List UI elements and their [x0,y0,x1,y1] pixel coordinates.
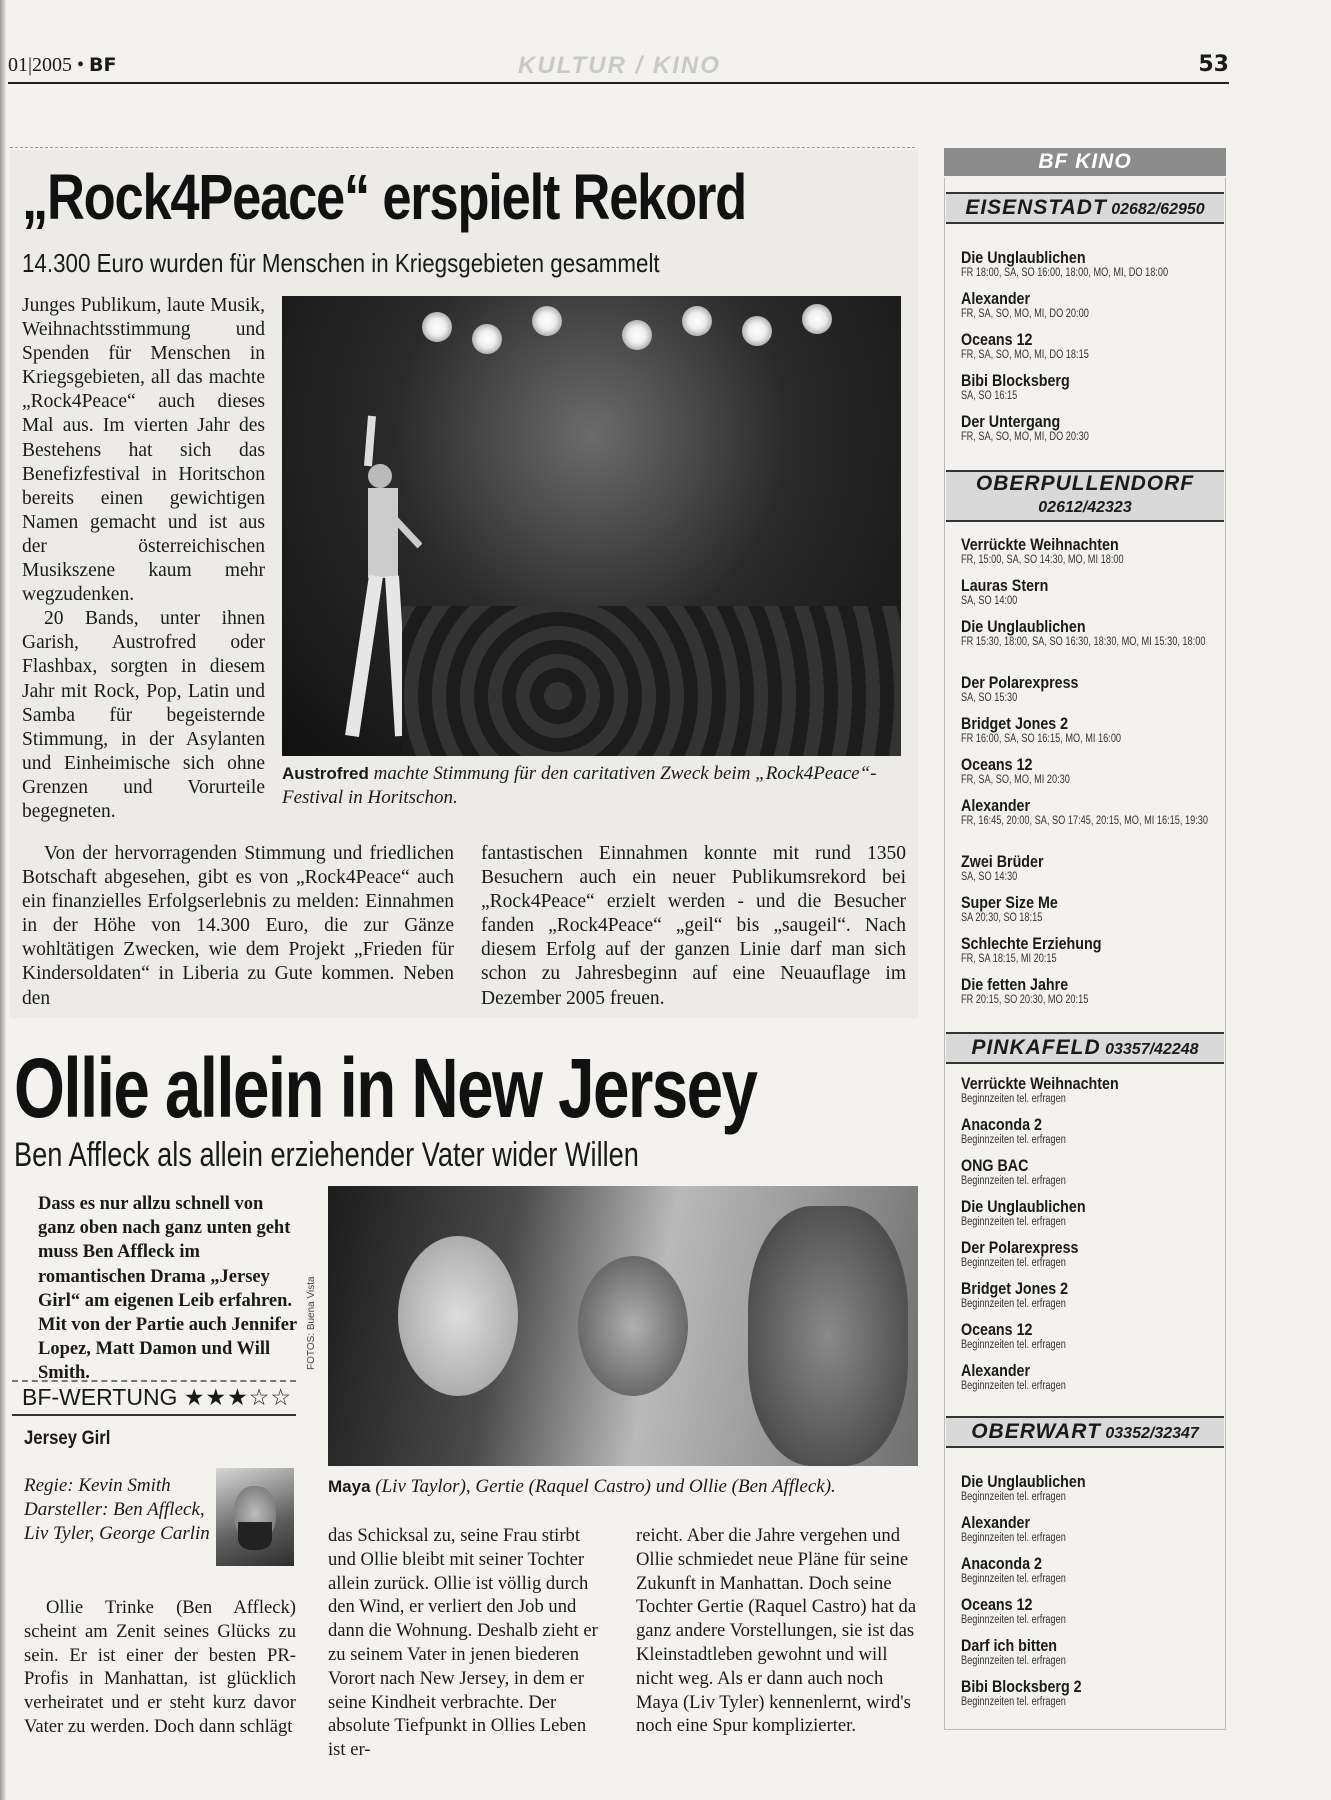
film-credits [24,1474,214,1546]
movie-times: Beginnzeiten tel. erfragen [961,1093,1066,1105]
page-header [8,50,1229,84]
movie-times: FR, SA, SO, MO, MI, DO 18:15 [961,349,1089,361]
movie-listing [961,1554,1219,1586]
cinema-header [946,1416,1224,1448]
movie-times: Beginnzeiten tel. erfragen [961,1696,1066,1708]
cinema-header [946,192,1224,224]
photo-credit: FOTOS: Buena Vista [306,1276,317,1370]
movie-times: FR, SA 18:15, MI 20:15 [961,953,1057,965]
movie-listing [961,852,1219,884]
rating-stars-icon: ★★★☆☆ [183,1384,292,1410]
cinema-name: OBERWART [971,1420,1101,1443]
movie-title: Bibi Blocksberg 2 [961,1677,1082,1696]
stage-light-icon [742,316,772,346]
stage-light-icon [422,312,452,342]
stage-light-icon [682,306,712,336]
movie-listing [961,893,1219,925]
movie-times: SA, SO 14:30 [961,871,1018,883]
cinema-phone: 02682/62950 [1111,201,1205,218]
credit-line: Darsteller: Ben Affleck, Liv Tyler, George Carlin [24,1499,210,1544]
movie-listing [961,755,1219,787]
beard-shape [238,1522,272,1550]
movie-times: Beginnzeiten tel. erfragen [961,1298,1066,1310]
brand-logo: BF [89,54,117,76]
movie-times: Beginnzeiten tel. erfragen [961,1491,1066,1503]
movie-times: FR, SA, SO, MO, MI, DO 20:30 [961,431,1089,443]
movie-times: SA, SO 15:30 [961,692,1018,704]
movie-listing [961,412,1219,444]
movie-listing [961,1197,1219,1229]
cinema-header [946,470,1224,522]
paragraph: Von der hervorragenden Stimmung und friedlichen Botschaft abgesehen, gibt es von „Rock4Peace“ auch ein finanzielles Erfolgserlebnis zu melden: Einnahmen in der Höhe von 14.300 Euro, die zur Gänze wohltätigen Zwecken, wie dem Projekt „Frieden für Kindersoldaten“ in Liberia zu Gute kommen. Neben den [22,843,454,1009]
article-subhead: Ben Affleck als allein erziehender Vater wider Willen [14,1136,639,1174]
article-column [328,1524,606,1762]
cinema-phone: 03352/32347 [1105,1425,1199,1442]
cinema-name: EISENSTADT [965,196,1107,219]
movie-times: Beginnzeiten tel. erfragen [961,1216,1066,1228]
movie-times: SA 20:30, SO 18:15 [961,912,1043,924]
movie-listing [961,289,1219,321]
movie-listing [961,714,1219,746]
movie-times: Beginnzeiten tel. erfragen [961,1339,1066,1351]
issue-label [8,54,117,77]
movie-listing [961,1677,1219,1709]
movie-title: Verrückte Weihnachten [961,535,1119,554]
header-bullet: • [77,54,85,76]
paragraph: Junges Publikum, laute Musik, Weihnachtsstimmung und Spenden für Menschen in Kriegsgebieten, all das machte „Rock4Peace“ auch dieses Mal aus. Im vierten Jahr des Bestehens hat sich das Benefizfestival in Horitschon bereits einen gewichtigen Namen gemacht und ist aus der österreichischen Musikszene kaum mehr wegzudenken. [22,295,265,606]
movie-listing [961,1279,1219,1311]
stage-light-icon [532,306,562,336]
movie-times: SA, SO 16:15 [961,390,1018,402]
rating-label: BF-WERTUNG [22,1384,178,1410]
section-label: KULTUR / KINO [518,52,721,79]
movie-listing [961,576,1219,608]
article-headline: Ollie allein in New Jersey [14,1041,757,1135]
stage-light-icon [472,324,502,354]
movie-times: SA, SO 14:00 [961,595,1018,607]
article-headline: „Rock4Peace“ erspielt Rekord [22,161,746,233]
movie-times: Beginnzeiten tel. erfragen [961,1655,1066,1667]
movie-listing [961,1238,1219,1270]
movie-times: FR 15:30, 18:00, SA, SO 16:30, 18:30, MO, MI 15:30, 18:00 [961,636,1206,648]
movie-listing [961,617,1219,649]
cinema-phone: 03357/42248 [1105,1041,1199,1058]
movie-title: Anaconda 2 [961,1115,1042,1134]
caption-name: Austrofred [282,764,369,783]
movie-times: FR 20:15, SO 20:30, MO 20:15 [961,994,1089,1006]
movie-listing [961,1595,1219,1627]
movie-listing [961,1513,1219,1545]
movie-title: Oceans 12 [961,330,1033,349]
movie-times: Beginnzeiten tel. erfragen [961,1614,1066,1626]
credit-line: Regie: Kevin Smith [24,1475,171,1496]
movie-listing [961,535,1219,567]
cinema-phone: 02612/42323 [1038,499,1132,516]
cinema-name: PINKAFELD [971,1036,1101,1059]
divider [12,1414,296,1416]
rating-box [22,1384,292,1411]
cinema-header [946,1032,1224,1064]
film-still-photo [328,1186,918,1466]
movie-times: Beginnzeiten tel. erfragen [961,1532,1066,1544]
movie-listing [961,371,1219,403]
movie-title: Die Unglaublichen [961,248,1086,267]
movie-listing [961,248,1219,280]
article-column [636,1524,918,1738]
article-column [22,294,265,824]
movie-title: Alexander [961,1361,1031,1380]
article-column [24,1596,296,1739]
paragraph: fantastischen Einnahmen konnte mit rund 1350 Besuchern auch ein neuer Publikumsrekord bei „Rock4Peace“ erzielt werden - und die Besucher fanden „Rock4Peace“ „geil“ bis „saugeil“. Nach diesem Erfolg auf der ganzen Linie darf man sich schon zu Jahresbeginn auf eine Neuauflage im Dezember 2005 freuen. [481,843,906,1009]
stage-light-icon [622,320,652,350]
movie-listing [961,1156,1219,1188]
movie-title: Lauras Stern [961,576,1049,595]
movie-title: Bibi Blocksberg [961,371,1070,390]
sidebar-title: BF KINO [944,148,1226,176]
actor-figure [578,1256,688,1396]
movie-listing [961,1074,1219,1106]
actor-figure [748,1206,908,1466]
movie-times: Beginnzeiten tel. erfragen [961,1380,1066,1392]
divider [10,147,915,148]
movie-times: Beginnzeiten tel. erfragen [961,1175,1066,1187]
movie-title: Alexander [961,1513,1031,1532]
photo-caption [282,762,902,810]
movie-title: Bridget Jones 2 [961,714,1069,733]
movie-title: Verrückte Weihnachten [961,1074,1119,1093]
movie-times: Beginnzeiten tel. erfragen [961,1134,1066,1146]
movie-listing [961,330,1219,362]
movie-listing [961,1361,1219,1393]
actor-figure [398,1236,518,1396]
caption-name: Maya [328,1477,371,1496]
article-subhead: 14.300 Euro wurden für Menschen in Kriegsgebieten gesammelt [22,248,660,278]
movie-listing [961,1472,1219,1504]
concert-photo [282,296,901,756]
director-portrait [216,1468,294,1566]
movie-title: Die Unglaublichen [961,1472,1086,1491]
movie-times: FR, 15:00, SA, SO 14:30, MO, MI 18:00 [961,554,1124,566]
article-lead: Dass es nur allzu schnell von ganz oben nach ganz unten geht muss Ben Affleck im romantischen Drama „Jersey Girl“ am eigenen Leib erfahren. Mit von der Partie auch Jennifer Lopez, Matt Damon und Will Smith. [38,1194,297,1384]
article-column [481,842,906,1011]
movie-title: Bridget Jones 2 [961,1279,1069,1298]
caption-text: (Liv Taylor), Gertie (Raquel Castro) und Ollie (Ben Affleck). [370,1476,836,1497]
stage-light-icon [802,304,832,334]
movie-listing [961,975,1219,1007]
article-column [22,842,454,1011]
movie-title: Oceans 12 [961,755,1033,774]
movie-listing [961,1636,1219,1668]
film-title: Jersey Girl [24,1428,111,1449]
movie-listing [961,1115,1219,1147]
page-number: 53 [1198,52,1229,77]
movie-title: Alexander [961,289,1031,308]
movie-title: Der Polarexpress [961,673,1079,692]
divider [12,1380,296,1382]
movie-listing [961,796,1219,828]
movie-title: Schlechte Erziehung [961,934,1102,953]
movie-times: FR 18:00, SA, SO 16:00, 18:00, MO, MI, DO 18:00 [961,267,1169,279]
movie-title: Anaconda 2 [961,1554,1042,1573]
movie-title: Zwei Brüder [961,852,1044,871]
movie-title: Die fetten Jahre [961,975,1069,994]
paragraph: das Schicksal zu, seine Frau stirbt und Ollie bleibt mit seiner Tochter allein zurück. Ollie ist völlig durch den Wind, er verliert den Job und dann die Wohnung. Deshalb zieht er zu seinem Vater in jenen biederen Vorort nach New Jersey, in dem er seine Kindheit verbrachte. Der absolute Tiefpunkt in Ollies Leben ist er- [328,1525,598,1761]
paragraph: Ollie Trinke (Ben Affleck) scheint am Zenit seines Glücks zu sein. Er ist einer der besten PR-Profis in Manhattan, ist glücklich verheiratet und er steht kurz davor Vater zu werden. Doch dann schlägt [24,1597,296,1737]
movie-title: Super Size Me [961,893,1058,912]
movie-title: Oceans 12 [961,1595,1033,1614]
movie-times: FR, SA, SO, MO, MI, DO 20:00 [961,308,1089,320]
audience [402,606,901,756]
movie-title: Darf ich bitten [961,1636,1058,1655]
photo-caption [328,1476,918,1498]
movie-title: Alexander [961,796,1031,815]
movie-times: FR 16:00, SA, SO 16:15, MO, MI 16:00 [961,733,1122,745]
movie-times: FR, 16:45, 20:00, SA, SO 17:45, 20:15, MO, MI 16:15, 19:30 [961,815,1209,827]
movie-title: Der Polarexpress [961,1238,1079,1257]
movie-times: Beginnzeiten tel. erfragen [961,1257,1066,1269]
movie-times: Beginnzeiten tel. erfragen [961,1573,1066,1585]
movie-title: Oceans 12 [961,1320,1033,1339]
movie-listing [961,673,1219,705]
movie-title: Die Unglaublichen [961,617,1086,636]
movie-title: ONG BAC [961,1156,1029,1175]
movie-listing [961,934,1219,966]
caption-text: machte Stimmung für den caritativen Zweck beim „Rock4Peace“-Festival in Horitschon. [282,763,877,808]
movie-times: FR, SA, SO, MO, MI 20:30 [961,774,1070,786]
movie-title: Der Untergang [961,412,1061,431]
paragraph: reicht. Aber die Jahre vergehen und Ollie schmiedet neue Pläne für seine Zukunft in Manhattan. Doch seine Tochter Gertie (Raquel Castro) hat da ganz andere Vorstellungen, sie ist das Kleinstadtleben gewohnt und will nicht weg. Als er dann auch noch Maya (Liv Tyler) kennenlernt, wird's noch eine Spur komplizierter. [636,1525,917,1737]
page-gutter [0,0,6,1800]
paragraph: 20 Bands, unter ihnen Garish, Austrofred oder Flashbax, sorgten in diesem Jahr mit Rock, Pop, Latin und Samba für begeisternde Stimmung, in der Asylanten und Einheimische sich ohne Grenzen und Vorurteile begegneten. [22,608,265,822]
issue-number: 01|2005 [8,54,73,76]
movie-title: Die Unglaublichen [961,1197,1086,1216]
movie-listing [961,1320,1219,1352]
cinema-name: OBERPULLENDORF [975,472,1195,495]
